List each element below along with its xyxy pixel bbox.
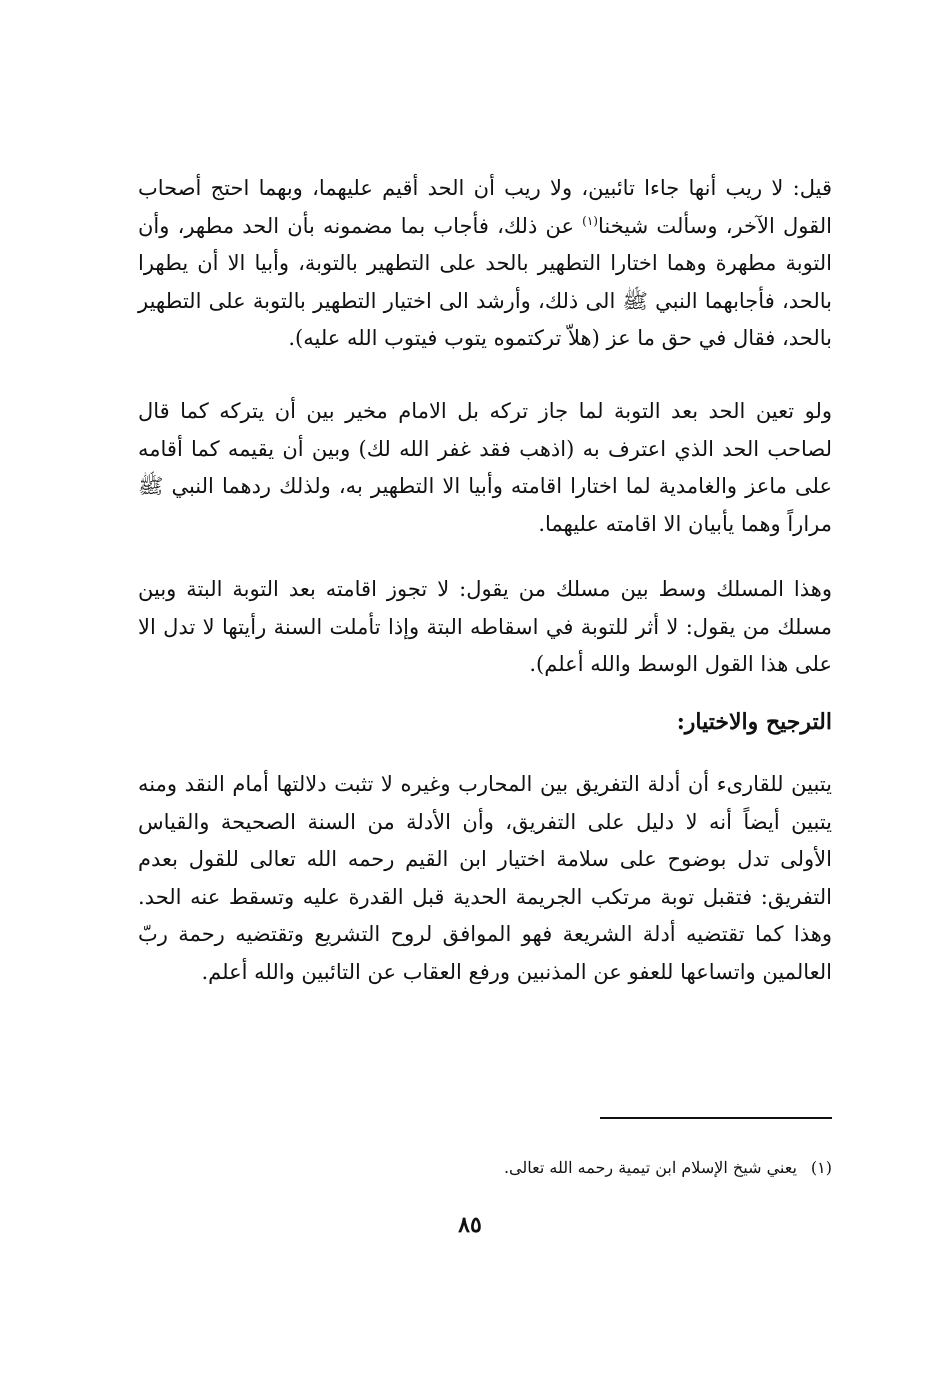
paragraph-1: [138, 170, 832, 358]
paragraph-3: وهذا المسلك وسط بين مسلك من يقول: لا تجوز اقامته بعد التوبة البتة وبين مسلك من يقول: لا أثر للتوبة في اسقاطه البتة وإذا تأملت السنة رأيتها لا تدل الا على هذا القول الوسط والله أعلم).: [138, 577, 832, 676]
section-heading: الترجيح والاختيار:: [676, 709, 832, 735]
footnote-divider: [600, 1117, 832, 1119]
footnote: [504, 1158, 832, 1177]
footnote-reference: (١): [582, 213, 598, 228]
paragraph-2: ولو تعين الحد بعد التوبة لما جاز تركه بل الامام مخير بين أن يتركه كما قال لصاحب الحد الذي اعترف به (اذهب فقد غفر الله لك) وبين أن يقيمه كما أقامه على ماعز والغامدية لما اختارا اقامته وأبيا الا التطهير به، ولذلك ردهما النبي ﷺ مراراً وهما يأبيان الا اقامته عليهما.: [138, 399, 832, 536]
paragraph-1-text-before-note: قيل: لا ريب أنها جاءا تائبين، ولا ريب أن الحد أقيم عليهما، وبهما احتج أصحاب القول الآخر، وسألت شيخنا: [138, 176, 832, 238]
footnote-marker: (١): [810, 1158, 832, 1177]
conclusion-paragraph: يتبين للقارىء أن أدلة التفريق بين المحارب وغيره لا تثبت دلالتها أمام النقد ومنه يتبين أيضاً أنه لا دليل على التفريق، وأن الأدلة من السنة الصحيحة والقياس الأولى تدل بوضوح على سلامة اختيار ابن القيم رحمه الله تعالى للقول بعدم التفريق: فتقبل توبة مرتكب الجريمة الحدية قبل القدرة عليه وتسقط عنه الحد. وهذا كما تقتضيه أدلة الشريعة فهو الموافق لروح التشريع وتقتضيه رحمة ربّ العالمين واتساعها للعفو عن المذنبين ورفع العقاب عن التائبين والله أعلم.: [138, 772, 832, 984]
paragraph-1-text-after-note: عن ذلك، فأجاب بما مضمونه بأن الحد مطهر، وأن التوبة مطهرة وهما اختارا التطهير بالحد على التطهير بالتوبة، وأبيا الا أن يطهرا بالحد، فأجابهما النبي ﷺ الى ذلك، وأرشد الى اختيار التطهير بالتوبة على التطهير بالحد، فقال في حق ما عز (هلاّ تركتموه يتوب فيتوب الله عليه).: [138, 213, 832, 350]
footnote-text: يعني شيخ الإسلام ابن تيمية رحمه الله تعالى.: [503, 1158, 797, 1177]
page-number: ٨٥: [458, 1212, 482, 1238]
